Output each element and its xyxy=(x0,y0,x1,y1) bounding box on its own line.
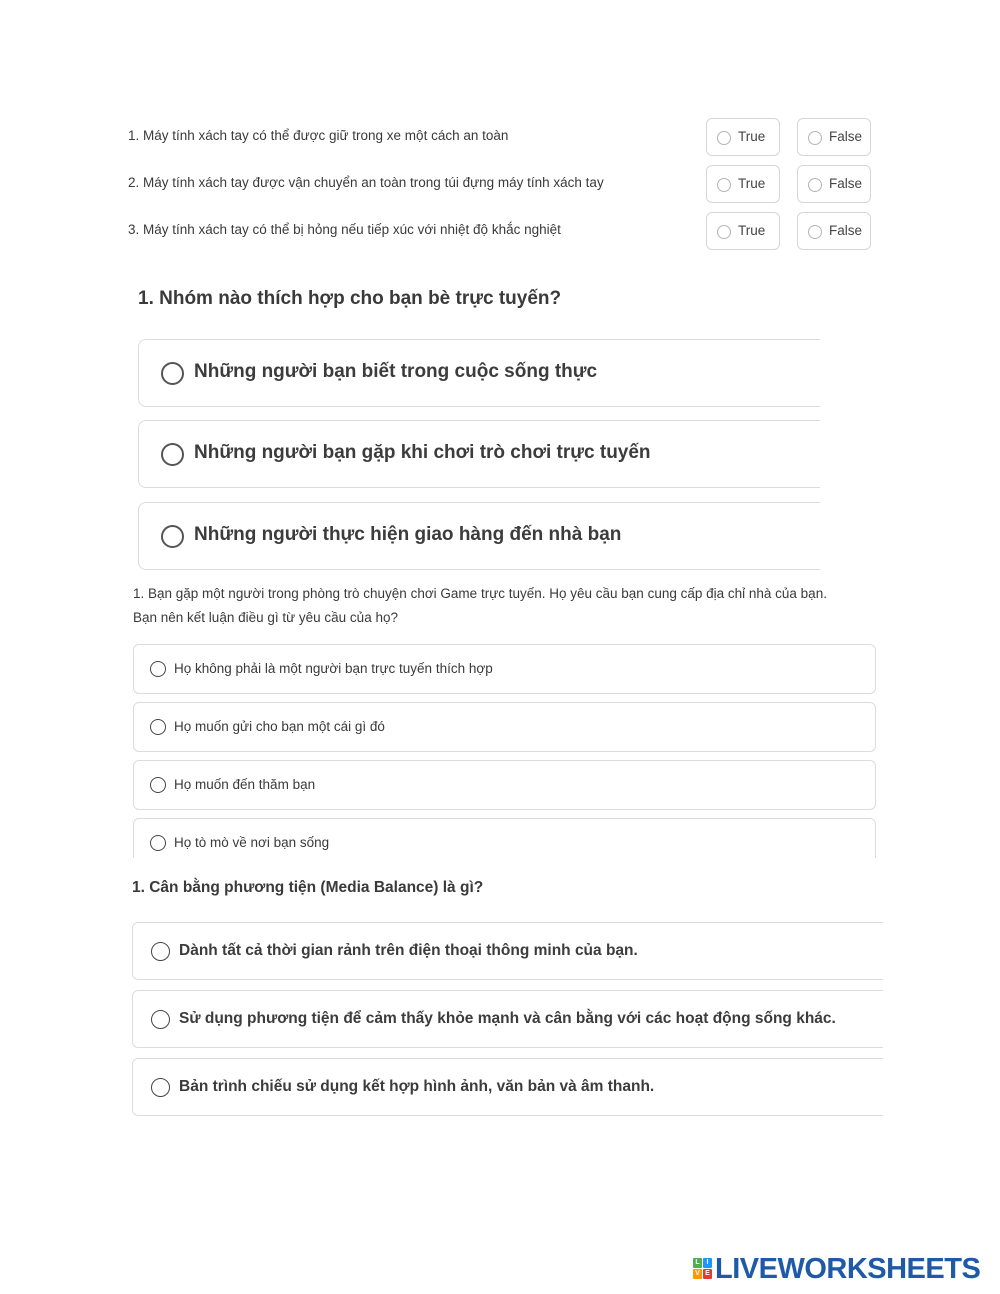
radio-icon xyxy=(717,225,731,239)
radio-icon xyxy=(808,178,822,192)
tf-question-2: 2. Máy tính xách tay được vận chuyển an toàn trong túi đựng máy tính xách tay xyxy=(128,175,604,190)
tf-1-true-button[interactable] xyxy=(706,118,780,156)
true-label: True xyxy=(738,129,766,144)
radio-icon xyxy=(161,362,184,385)
logo-text: LIVEWORKSHEETS xyxy=(715,1253,981,1285)
question-chatroom-line-2: Bạn nên kết luận điều gì từ yêu cầu của họ? xyxy=(133,610,398,625)
media-option-2[interactable] xyxy=(132,990,883,1048)
radio-icon xyxy=(161,525,184,548)
option-label: Họ không phải là một người bạn trực tuyến thích hợp xyxy=(174,661,493,676)
option-label: Sử dụng phương tiện để cảm thấy khỏe mạnh và cân bằng với các hoạt động sống khác. xyxy=(179,1010,836,1027)
question-chatroom-options xyxy=(0,640,1000,858)
question-chatroom-line-1: 1. Bạn gặp một người trong phòng trò chuyện chơi Game trực tuyến. Họ yêu cầu bạn cung cấp địa chỉ nhà của bạn. xyxy=(133,586,827,601)
logo-block-e: E xyxy=(703,1269,712,1279)
friends-option-1[interactable] xyxy=(138,339,820,407)
question-friends-title: 1. Nhóm nào thích hợp cho bạn bè trực tuyến? xyxy=(138,288,562,309)
chatroom-option-1[interactable] xyxy=(133,644,876,694)
true-label: True xyxy=(738,223,766,238)
false-label: False xyxy=(829,223,863,238)
logo-block-v: V xyxy=(693,1269,702,1279)
radio-icon xyxy=(717,178,731,192)
question-media-options xyxy=(0,918,883,1118)
radio-icon xyxy=(161,443,184,466)
option-label: Dành tất cả thời gian rảnh trên điện thoại thông minh của bạn. xyxy=(179,942,638,959)
option-label: Những người bạn gặp khi chơi trò chơi trực tuyến xyxy=(194,442,651,463)
logo-block-i: I xyxy=(703,1258,712,1268)
true-label: True xyxy=(738,176,766,191)
chatroom-option-3[interactable] xyxy=(133,760,876,810)
option-label: Họ tò mò về nơi bạn sống xyxy=(174,835,330,850)
chatroom-option-4[interactable] xyxy=(133,818,876,858)
option-label: Bản trình chiếu sử dụng kết hợp hình ảnh, văn bản và âm thanh. xyxy=(179,1078,655,1095)
option-label: Những người bạn biết trong cuộc sống thực xyxy=(194,361,598,382)
friends-option-3[interactable] xyxy=(138,502,820,570)
chatroom-option-2[interactable] xyxy=(133,702,876,752)
radio-icon xyxy=(151,1010,170,1029)
option-label: Họ muốn đến thăm bạn xyxy=(174,777,316,792)
tf-1-false-button[interactable] xyxy=(797,118,871,156)
logo-blocks-icon xyxy=(693,1258,713,1280)
media-option-1[interactable] xyxy=(132,922,883,980)
radio-icon xyxy=(717,131,731,145)
tf-question-3: 3. Máy tính xách tay có thể bị hỏng nếu tiếp xúc với nhiệt độ khắc nghiệt xyxy=(128,222,561,237)
logo-block-l: L xyxy=(693,1258,702,1268)
tf-3-true-button[interactable] xyxy=(706,212,780,250)
false-label: False xyxy=(829,129,863,144)
question-chatroom-title xyxy=(133,582,873,630)
tf-row-3 xyxy=(0,212,1000,252)
radio-icon xyxy=(150,661,166,677)
radio-icon xyxy=(808,131,822,145)
option-label: Họ muốn gửi cho bạn một cái gì đó xyxy=(174,719,385,734)
option-label: Những người thực hiện giao hàng đến nhà bạn xyxy=(194,524,622,545)
radio-icon xyxy=(151,1078,170,1097)
tf-2-true-button[interactable] xyxy=(706,165,780,203)
radio-icon xyxy=(150,835,166,851)
radio-icon xyxy=(808,225,822,239)
tf-2-false-button[interactable] xyxy=(797,165,871,203)
media-option-3[interactable] xyxy=(132,1058,883,1116)
false-label: False xyxy=(829,176,863,191)
radio-icon xyxy=(150,719,166,735)
question-media-title: 1. Cân bằng phương tiện (Media Balance) là gì? xyxy=(132,879,484,896)
radio-icon xyxy=(150,777,166,793)
tf-row-2 xyxy=(0,165,1000,205)
friends-option-2[interactable] xyxy=(138,420,820,488)
question-friends-options xyxy=(0,330,820,573)
tf-question-1: 1. Máy tính xách tay có thể được giữ trong xe một cách an toàn xyxy=(128,128,509,143)
tf-3-false-button[interactable] xyxy=(797,212,871,250)
tf-row-1 xyxy=(0,118,1000,158)
radio-icon xyxy=(151,942,170,961)
